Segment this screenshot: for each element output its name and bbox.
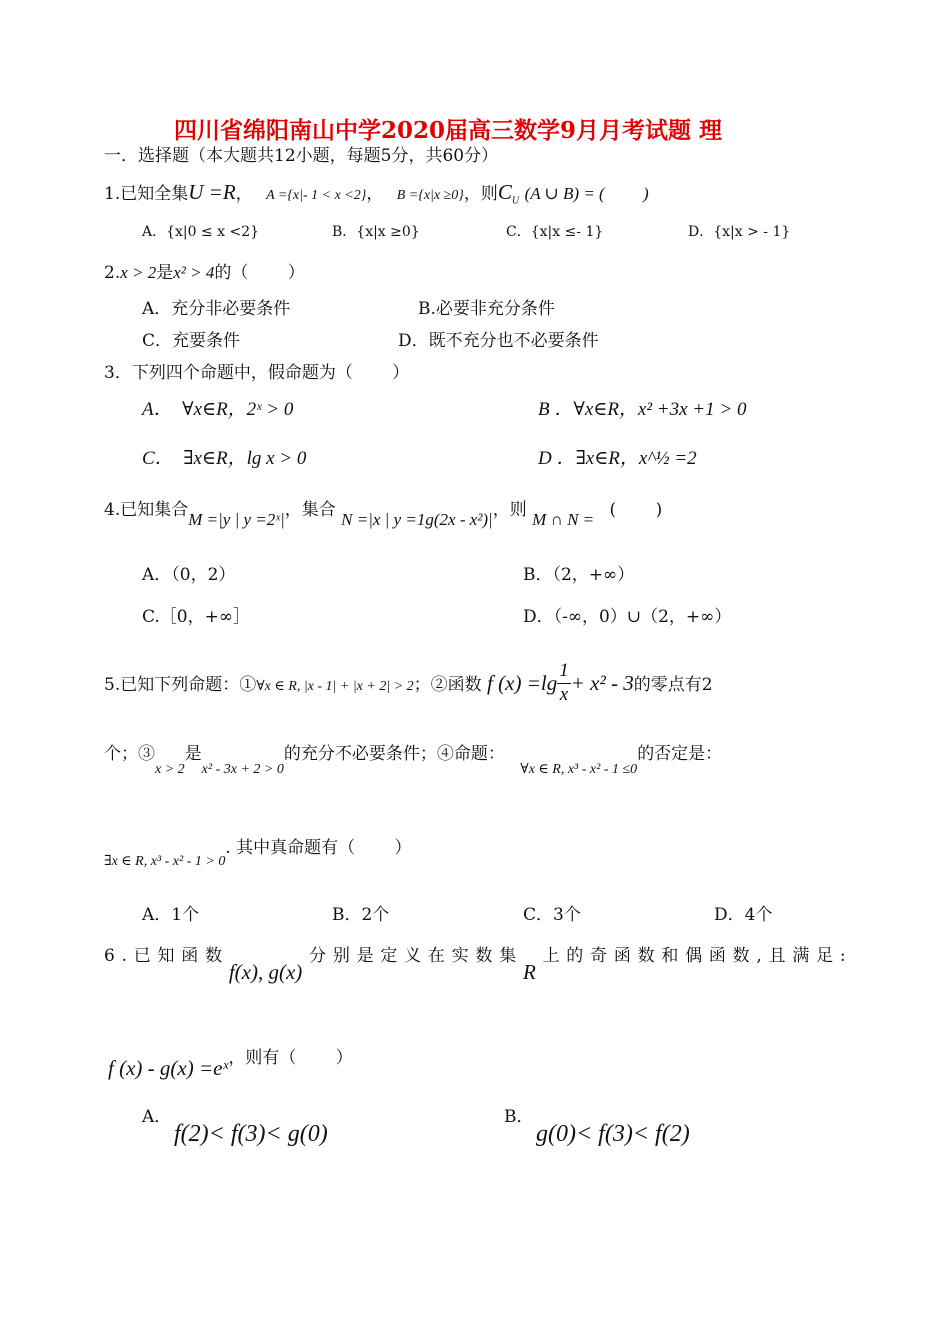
q3-option-d: D ．∃x∈R，x^½ =2 <box>538 448 697 469</box>
q6-char: 函 <box>613 946 631 966</box>
question-6-line-2 <box>108 1044 353 1080</box>
q5-frac-den: x <box>559 683 569 705</box>
q5-option-b: B．2个 <box>332 905 390 925</box>
q5-negation: ∃x ∈ R, x³ - x² - 1 > 0 <box>104 854 226 869</box>
q2-stem-c: 的（ ） <box>214 263 305 283</box>
q6-real-set: R <box>522 960 536 984</box>
q2-math-b: x² > 4 <box>173 263 215 282</box>
q3-option-a: A． ∀x∈R，2ˣ > 0 <box>142 399 294 420</box>
question-1-stem: 1.已知全集U =R， A ={x|- 1 < x <2}， B ={x|x ≥0}，则$C_U$ (A ∪ B) = ( ) <box>104 180 649 207</box>
q4-option-d: D．（-∞，0）∪（2，+∞） <box>523 607 732 627</box>
q5-prop-4: ∀x ∈ R, x³ - x² - 1 ≤0 <box>520 762 638 777</box>
q6-char: 满 <box>792 946 810 966</box>
q4-stem-text: 4.已知集合 <box>104 500 189 520</box>
q1-stem-text: 1.已知全集 <box>104 184 189 204</box>
q6-char: 偶 <box>685 946 703 966</box>
q6-char: 奇 <box>590 946 608 966</box>
q6-char: 别 <box>332 946 350 966</box>
q5-line1-a: 5.已知下列命题：① <box>104 674 257 695</box>
q6-char: 的 <box>566 946 584 966</box>
q1-set-b: B ={x|x ≥0} <box>396 188 464 203</box>
q5-line2-a: 个；③ <box>104 744 155 764</box>
q2-option-c: C．充要条件 <box>142 331 241 351</box>
q5-option-c: C．3个 <box>523 905 581 925</box>
q1-option-d: D．{x|x > - 1} <box>688 224 791 240</box>
q4-option-b: B．（2，+∞） <box>523 565 635 585</box>
q5-frac-num: 1 <box>557 660 571 684</box>
q6-char: 和 <box>661 946 679 966</box>
q2-option-a: A．充分非必要条件 <box>142 299 291 319</box>
q3-option-b: B ．∀x∈R，x² +3x +1 > 0 <box>538 399 747 420</box>
q6-char: 上 <box>542 946 560 966</box>
q6-char: 数 <box>637 946 655 966</box>
q4-set-n: N =|x | y =1g(2x - x²)| <box>341 510 493 529</box>
q5-option-d: D．4个 <box>714 905 773 925</box>
q2-stem-b: 是 <box>156 263 174 283</box>
q6-option-b-label: B． <box>504 1107 534 1127</box>
q6-condition: f (x) - g(x) =eˣ <box>108 1056 229 1080</box>
q2-option-d: D．既不充分也不必要条件 <box>398 331 599 351</box>
q5-func-rest: + x² - 3 <box>570 670 634 695</box>
question-2-stem <box>104 263 305 283</box>
q6-char: 数 <box>205 946 223 966</box>
question-6-line-1 <box>104 946 846 984</box>
q4-option-c: C.［0，+∞］ <box>142 607 251 627</box>
q6-char: 是 <box>356 946 374 966</box>
q6-char: 函 <box>708 946 726 966</box>
q6-char: 6 <box>104 946 115 966</box>
q4-option-a: A．（0，2） <box>142 565 236 585</box>
q1-complement: C <box>497 180 512 204</box>
q6-char: 数 <box>475 946 493 966</box>
q6-option-a-label: A． <box>142 1107 172 1127</box>
q6-char: 数 <box>732 946 750 966</box>
q4-set-m: M =|y | y =2ˣ| <box>188 510 285 529</box>
q6-char: 知 <box>157 946 175 966</box>
q1-universal-set: U =R <box>188 180 236 204</box>
q5-line3-b: . 其中真命题有（ ） <box>225 838 412 858</box>
q5-prop-3-ineq: x² - 3x + 2 > 0 <box>201 762 284 777</box>
q6-char: 定 <box>380 946 398 966</box>
q5-func-lg: f (x) =lg <box>487 670 558 695</box>
q6-char: 集 <box>499 946 517 966</box>
q1-option-c: C．{x|x ≤- 1} <box>506 224 604 240</box>
q1-option-a: A．{x|0 ≤ x <2} <box>142 224 260 240</box>
q5-line2-d: 的否定是： <box>637 744 723 764</box>
q6-char: 实 <box>451 946 469 966</box>
q1-ask-prefix: ，则 <box>463 184 498 204</box>
q2-option-b: B.必要非充分条件 <box>418 299 555 319</box>
q6-char: 足 <box>816 946 834 966</box>
q6-char: 分 <box>309 946 327 966</box>
q5-prop-3-cond: x > 2 <box>155 762 185 777</box>
q4-mid-text: ，集合 <box>284 500 336 520</box>
q1-complement-sub: U <box>511 195 520 207</box>
q6-char: . <box>121 946 127 966</box>
q6-char: 在 <box>427 946 445 966</box>
q5-line2-b: 是 <box>184 744 202 764</box>
q2-stem-a: 2. <box>104 263 121 283</box>
q1-option-b: B．{x|x ≥0} <box>332 224 420 240</box>
q6-char: 义 <box>404 946 422 966</box>
q6-char: 已 <box>133 946 151 966</box>
q6-option-a: f(2)< f(3)< g(0) <box>174 1121 328 1147</box>
question-3-stem: 3．下列四个命题中，假命题为（ ） <box>104 363 410 383</box>
q6-functions: f(x), g(x) <box>228 960 303 984</box>
q5-line1-b: ；②函数 <box>413 674 482 695</box>
q6-char: 函 <box>181 946 199 966</box>
q5-fraction <box>557 660 571 707</box>
page-title: 四川省绵阳南山中学2020届高三数学9月月考试题 理 <box>174 117 723 144</box>
q4-intersection: M ∩ N = <box>532 510 595 529</box>
q5-prop-1: ∀x ∈ R, |x - 1| + |x + 2| > 2 <box>256 678 414 694</box>
q6-option-b: g(0)< f(3)< f(2) <box>536 1121 690 1147</box>
q5-line1-c: 的零点有2 <box>633 674 713 695</box>
q6-char: 且 <box>768 946 786 966</box>
q2-math-a: x > 2 <box>120 263 157 282</box>
q6-line2-b: ，则有（ ） <box>228 1048 353 1068</box>
q6-char: , <box>756 946 762 966</box>
section-header: 一．选择题（本大题共12小题，每题5分，共60分） <box>104 146 499 166</box>
q4-end-text: ，则 <box>492 500 527 520</box>
q5-line2-c: 的充分不必要条件；④命题： <box>283 744 505 764</box>
q6-char: : <box>839 946 846 966</box>
q1-union-expr: (A ∪ B) = ( ) <box>524 184 649 203</box>
q1-set-a: A ={x|- 1 < x <2} <box>266 188 367 203</box>
q5-option-a: A．1个 <box>142 905 200 925</box>
q3-option-c: C． ∃x∈R，lg x > 0 <box>142 448 307 469</box>
q4-paren: ( ) <box>609 500 663 520</box>
question-4-stem <box>104 500 663 529</box>
question-5-line-1 <box>104 662 713 709</box>
